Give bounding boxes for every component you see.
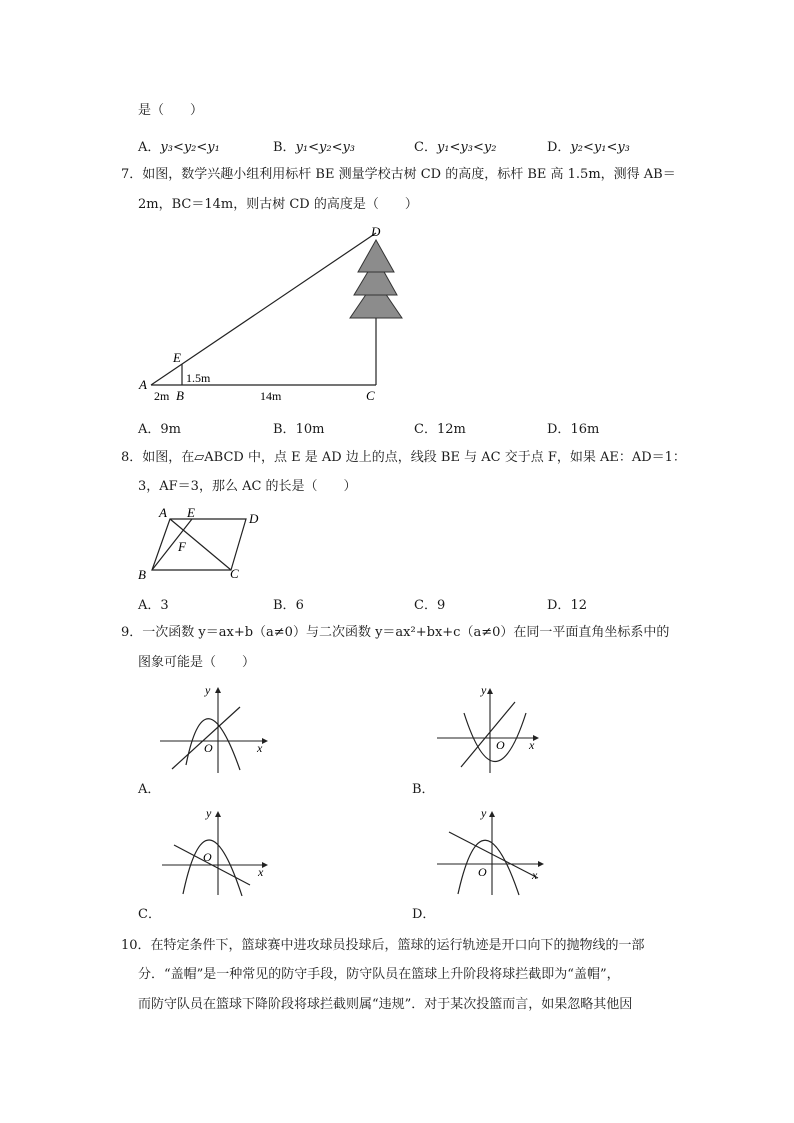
q8-label-c: C — [230, 566, 239, 581]
q7-option-d-text: 16m — [570, 422, 600, 437]
q7-option-c-text: 12m — [436, 422, 466, 437]
q9-b-label-x: x — [529, 738, 535, 752]
q8-option-d-letter: D． — [547, 598, 571, 613]
q7-option-b-letter: B． — [273, 422, 296, 437]
q8-label-f: F — [178, 539, 186, 554]
q7-stem-line1: 7．如图，数学兴趣小组利用标杆 BE 测量学校古树 CD 的高度，标杆 BE 高 1.5m，测得 AB＝ — [121, 167, 676, 182]
q7-option-c-letter: C． — [414, 422, 437, 437]
q9-b-label-y: y — [481, 683, 487, 697]
q8-option-a-text: 3 — [160, 598, 169, 613]
q7-option-a-letter: A． — [138, 422, 161, 437]
q9-a-x-arrow — [262, 738, 268, 744]
q8-stem-line1: 8．如图，在▱ABCD 中，点 E 是 AD 边上的点，线段 BE 与 AC 交于点 F，如果 AE：AD＝1： — [121, 450, 686, 465]
q9-d-label-o: O — [478, 865, 487, 879]
q9-option-d[interactable]: D． — [412, 907, 436, 922]
q7-option-a-text: 9m — [160, 422, 181, 437]
q8-label-d: D — [249, 511, 259, 526]
q9-b-line — [461, 702, 515, 767]
q9-c-y-arrow — [215, 811, 221, 817]
q6-tail: 是（ ） — [138, 103, 204, 118]
q8-option-a-letter: A． — [138, 598, 161, 613]
q9-b-parabola — [464, 713, 526, 762]
q9-stem-line1: 9．一次函数 y＝ax+b（a≠0）与二次函数 y＝ax²+bx+c（a≠0）在同一平面直角坐标系中的 — [121, 625, 670, 640]
q9-a-label-o: O — [204, 741, 213, 755]
q9-option-a[interactable]: A． — [138, 782, 161, 797]
q9-stem-line2: 图象可能是（ ） — [138, 655, 256, 670]
q6-option-c-text: y₁<y₃<y₂ — [436, 140, 497, 155]
q7-label-be-height: 1.5m — [186, 371, 211, 385]
q10-stem-line2: 分．“盖帽”是一种常见的防守手段，防守队员在篮球上升阶段将球拦截即为“盖帽”， — [138, 967, 620, 982]
q7-label-bc-length: 14m — [260, 389, 282, 403]
q9-d-x-arrow — [538, 861, 544, 867]
q9-a-y-arrow — [215, 687, 221, 693]
q8-option-c-text: 9 — [436, 598, 446, 613]
q9-a-label-x: x — [257, 741, 263, 755]
q8-option-b-letter: B． — [273, 598, 296, 613]
q9-b-y-arrow — [487, 688, 493, 694]
q6-option-c-letter: C． — [414, 140, 437, 155]
q9-a-parabola — [186, 719, 240, 770]
q9-option-b[interactable]: B． — [412, 782, 435, 797]
q9-c-label-o: O — [203, 850, 212, 864]
q8-option-c-letter: C． — [414, 598, 437, 613]
q8-label-e: E — [187, 505, 195, 520]
q9-c-parabola — [183, 840, 242, 896]
q9-d-y-arrow — [489, 811, 495, 817]
q10-stem-line3: 而防守队员在篮球下降阶段将球拦截则属“违规”．对于某次投篮而言，如果忽略其他因 — [138, 997, 633, 1012]
q6-option-d-letter: D． — [547, 140, 571, 155]
q9-option-c[interactable]: C． — [138, 907, 161, 922]
q9-d-line — [449, 832, 538, 878]
q7-label-e: E — [173, 350, 181, 365]
q6-option-b-text: y₁<y₂<y₃ — [295, 140, 356, 155]
q8-label-b: B — [138, 567, 146, 582]
q8-stem-line2: 3，AF＝3，那么 AC 的长是（ ） — [138, 479, 357, 494]
q9-graph-c — [162, 806, 268, 896]
q9-d-label-x: x — [532, 868, 538, 882]
q9-a-line — [172, 707, 240, 769]
q7-label-ab-length: 2m — [154, 389, 170, 403]
q9-d-parabola — [458, 840, 519, 895]
q6-option-d-text: y₂<y₁<y₃ — [570, 140, 630, 155]
q7-label-c: C — [366, 388, 375, 403]
q9-d-label-y: y — [481, 806, 487, 820]
q7-option-b-text: 10m — [295, 422, 325, 437]
q9-a-label-y: y — [205, 683, 211, 697]
q8-option-d-text: 12 — [570, 598, 587, 613]
q6-option-a-text: y₃<y₂<y₁ — [160, 140, 220, 155]
q7-stem-line2: 2m，BC＝14m，则古树 CD 的高度是（ ） — [138, 197, 418, 212]
q7-label-d: D — [371, 224, 381, 239]
q9-c-label-x: x — [258, 865, 264, 879]
q9-graph-b — [437, 683, 539, 773]
q6-option-b-letter: B． — [273, 140, 296, 155]
q9-b-label-o: O — [496, 738, 505, 752]
q8-label-a: A — [159, 505, 167, 520]
q8-option-b-text: 6 — [295, 598, 304, 613]
q10-stem-line1: 10．在特定条件下，篮球赛中进攻球员投球后，篮球的运行轨迹是开口向下的抛物线的一部 — [121, 938, 645, 953]
q7-label-b: B — [176, 388, 184, 403]
q9-graph-d — [437, 806, 544, 895]
q7-option-d-letter: D． — [547, 422, 571, 437]
q6-option-a-letter: A． — [138, 140, 161, 155]
q7-label-a: A — [139, 377, 147, 392]
q9-c-label-y: y — [206, 806, 212, 820]
q9-graph-a — [160, 683, 268, 773]
